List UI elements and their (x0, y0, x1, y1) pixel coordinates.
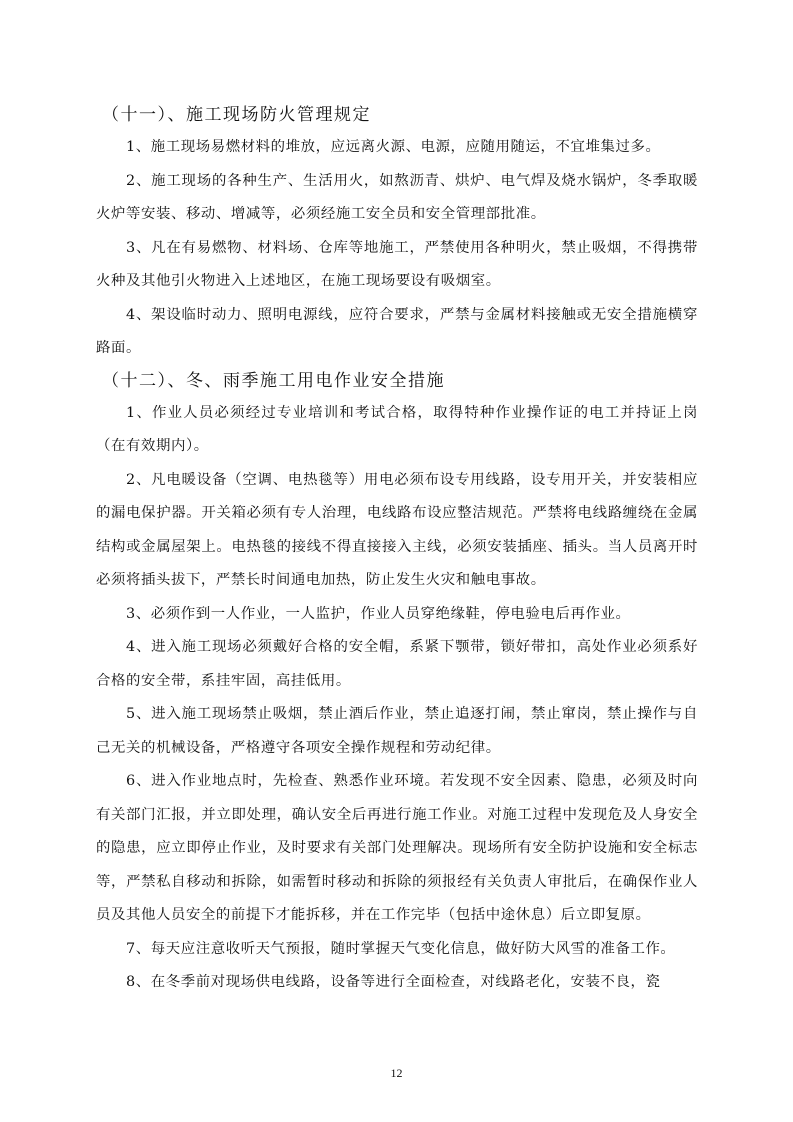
paragraph: 3、凡在有易燃物、材料场、仓库等地施工，严禁使用各种明火，禁止吸烟，不得携带火种及其他引火物进入上述地区，在施工现场要设有吸烟室。 (96, 239, 698, 289)
paragraph: 4、进入施工现场必须戴好合格的安全帽，系紧下颚带，锁好带扣，高处作业必须系好合格的安全带，系挂牢固，高挂低用。 (96, 639, 698, 689)
section-heading-fire-management: （十一）、施工现场防火管理规定 (102, 105, 371, 125)
paragraph: 2、凡电暖设备（空调、电热毯等）用电必须布设专用线路，设专用开关，并安装相应的漏电保护器。开关箱必须有专人治理，电线路布设应整洁规范。严禁将电线路缠绕在金属结构或金属屋架上。电热毯的接线不得直接接入主线，必须安装插座、插头。当人员离开时必须将插头拔下，严禁长时间通电加热，防止发生火灾和触电事故。 (96, 471, 698, 588)
paragraph: 3、必须作到一人作业，一人监护，作业人员穿绝缘鞋，停电验电后再作业。 (126, 605, 631, 622)
paragraph: 1、作业人员必须经过专业培训和考试合格，取得特种作业操作证的电工并持证上岗（在有效期内）。 (96, 404, 698, 454)
paragraph: 8、在冬季前对现场供电线路，设备等进行全面检查，对线路老化，安装不良，瓷 (126, 974, 661, 990)
paragraph: 5、进入施工现场禁止吸烟，禁止酒后作业，禁止追逐打闹，禁止窜岗，禁止操作与自己无关的机械设备，严格遵守各项安全操作规程和劳动纪律。 (96, 706, 698, 756)
page-number: 12 (390, 1066, 403, 1080)
paragraph: 6、进入作业地点时，先检查、熟悉作业环境。若发现不安全因素、隐患，必须及时向有关部门汇报，并立即处理，确认安全后再进行施工作业。对施工过程中发现危及人身安全的隐患，应立即停止作业，及时要求有关部门处理解决。现场所有安全防护设施和安全标志等，严禁私自移动和拆除，如需暂时移动和拆除的须报经有关负责人审批后，在确保作业人员及其他人员安全的前提下才能拆移，并在工作完毕（包括中途休息）后立即复原。 (96, 773, 698, 923)
paragraph: 4、架设临时动力、照明电源线，应符合要求，严禁与金属材料接触或无安全措施横穿路面。 (96, 306, 698, 356)
paragraph: 1、施工现场易燃材料的堆放，应远离火源、电源，应随用随运，不宜堆集过多。 (126, 139, 661, 155)
paragraph: 2、施工现场的各种生产、生活用火，如熬沥青、烘炉、电气焊及烧水锅炉，冬季取暖火炉等安装、移动、增减等，必须经施工安全员和安全管理部批准。 (96, 172, 698, 222)
document-page (96, 100, 698, 1000)
paragraph: 7、每天应注意收听天气预报，随时掌握天气变化信息，做好防大风雪的准备工作。 (126, 940, 676, 957)
section-heading-winter-rain-electrical-safety: （十二）、冬、雨季施工用电作业安全措施 (102, 370, 445, 391)
